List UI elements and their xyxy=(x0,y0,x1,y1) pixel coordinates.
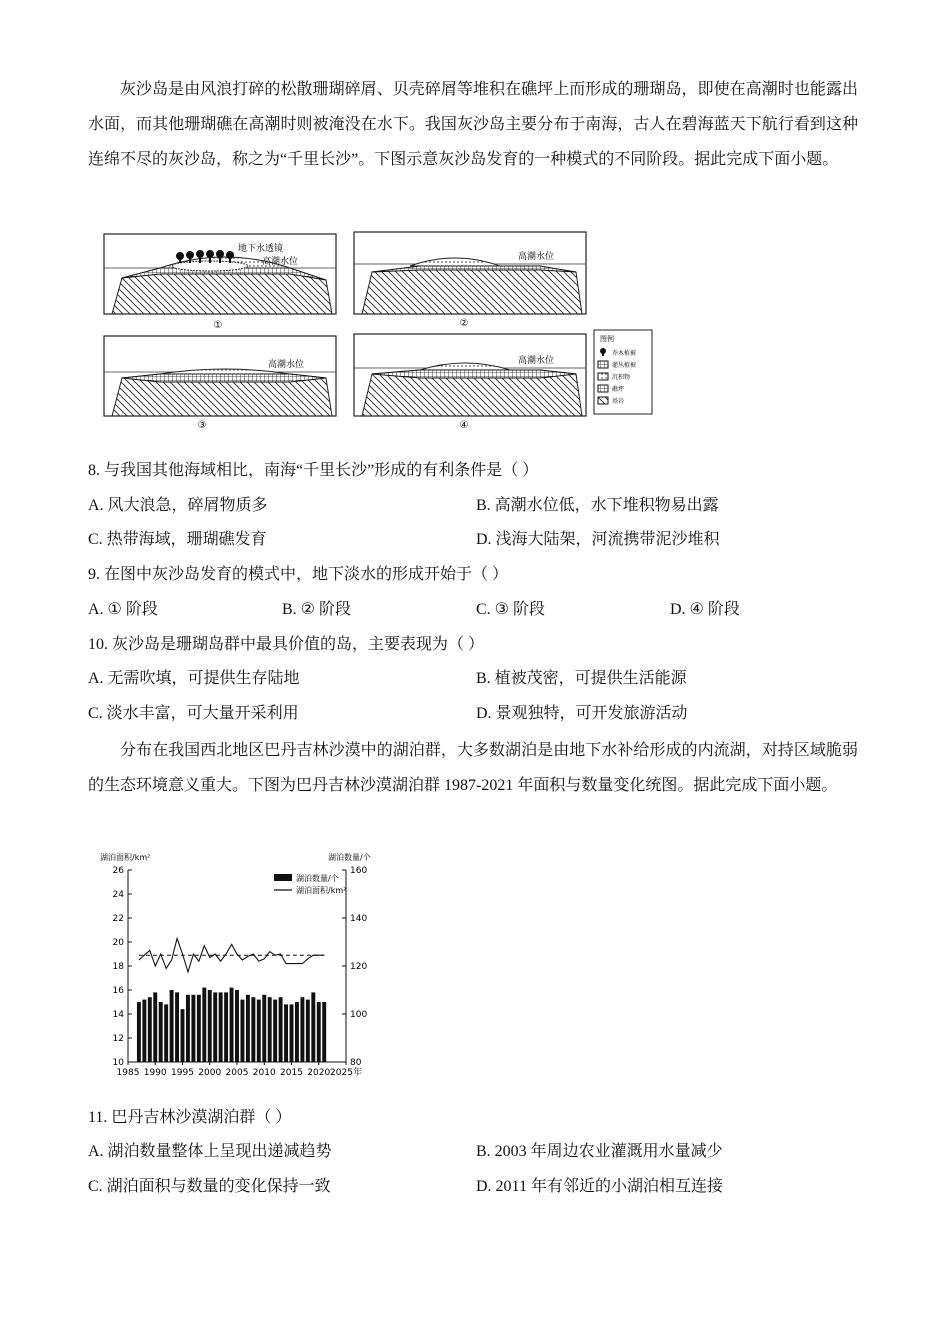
lake-count-bar xyxy=(262,995,266,1062)
passage-coral-island: 灰沙岛是由风浪打碎的松散珊瑚碎屑、贝壳碎屑等堆积在礁坪上而形成的珊瑚岛，即使在高潮时也能露出水面，而其他珊瑚礁在高潮时则被淹没在水下。我国灰沙岛主要分布于南海，古人在碧海蓝天下航行看到这种连绵不尽的灰沙岛，称之为“千里长沙”。下图示意灰沙岛发育的一种模式的不同阶段。据此完成下面小题。 xyxy=(88,81,858,168)
lake-count-bar xyxy=(317,1002,321,1062)
lake-chart xyxy=(96,848,396,1084)
panel-label-3: ③ xyxy=(197,420,207,431)
lake-count-bar xyxy=(153,992,157,1062)
label-high-tide-3: 高潮水位 xyxy=(268,360,305,370)
label-lens: 地下水透镜 xyxy=(238,244,284,254)
lake-count-bar xyxy=(230,988,234,1062)
left-tick-label: 16 xyxy=(112,986,124,996)
x-tick-label: 2015 xyxy=(280,1068,303,1078)
q8-option-c[interactable]: C. 热带海域，珊瑚礁发育 xyxy=(88,531,267,548)
q8-option-d[interactable]: D. 浅海大陆架，河流携带泥沙堆积 xyxy=(476,531,720,548)
q11-option-a[interactable]: A. 湖泊数量整体上呈现出递减趋势 xyxy=(88,1143,332,1160)
panel-label-1: ① xyxy=(213,320,223,331)
passage-badain-jaran: 分布在我国西北地区巴丹吉林沙漠中的湖泊群，大多数湖泊是由地下水补给形成的内流湖，对持区域脆弱的生态环境意义重大。下图为巴丹吉林沙漠湖泊群 1987-2021 年面积与数量变化统图。据此完成下面小题。 xyxy=(88,742,858,794)
question-10-stem: 10. 灰沙岛是珊瑚岛群中最具价值的岛，主要表现为（ ） xyxy=(88,636,485,653)
lake-count-bar xyxy=(306,1000,310,1062)
lake-count-bar xyxy=(279,997,283,1062)
lake-count-bar xyxy=(295,1002,299,1062)
q11-option-d[interactable]: D. 2011 年有邻近的小湖泊相互连接 xyxy=(476,1178,723,1195)
x-tick-label: 1985 xyxy=(116,1068,140,1078)
legend-item-reef: 礁坪 xyxy=(612,386,625,393)
lake-count-bar xyxy=(224,992,228,1062)
lake-count-bar xyxy=(268,997,272,1062)
x-tick-label: 2020 xyxy=(307,1068,331,1078)
x-tick-label: 2025年 xyxy=(330,1068,362,1078)
lake-count-bar xyxy=(202,988,206,1062)
left-tick-label: 12 xyxy=(112,1034,124,1044)
lake-count-bar xyxy=(235,990,239,1062)
x-tick-label: 1995 xyxy=(171,1068,194,1078)
legend-item-sediment: 沉积物 xyxy=(612,374,631,381)
lake-count-bar xyxy=(191,995,195,1062)
lake-count-bar xyxy=(257,1000,261,1062)
lake-count-bar xyxy=(290,1004,294,1062)
left-tick-label: 24 xyxy=(112,890,124,900)
lake-count-bar xyxy=(137,1002,141,1062)
panel-label-4: ④ xyxy=(459,420,469,431)
panel-label-2: ② xyxy=(459,318,469,329)
stage-3-panel xyxy=(104,336,336,431)
right-axis-label: 湖泊数量/个 xyxy=(328,853,371,862)
left-tick-label: 18 xyxy=(112,962,124,972)
label-high-tide-4: 高潮水位 xyxy=(518,356,555,366)
left-axis-label: 湖泊面积/km² xyxy=(100,853,151,862)
q9-option-c[interactable]: C. ③ 阶段 xyxy=(476,601,546,618)
lake-count-bar xyxy=(148,997,152,1062)
lake-count-bar xyxy=(208,990,212,1062)
lake-count-bar xyxy=(284,1004,288,1062)
figure-legend xyxy=(594,330,652,414)
legend-bar-label: 湖泊数量/个 xyxy=(296,874,339,883)
stage-1-panel xyxy=(104,234,336,331)
lake-count-bar xyxy=(311,992,315,1062)
lake-count-bar xyxy=(186,995,190,1062)
q10-option-b[interactable]: B. 植被茂密，可提供生活能源 xyxy=(476,670,687,687)
label-high-tide-2: 高潮水位 xyxy=(518,252,555,262)
legend-sediment-swatch xyxy=(598,373,608,380)
lake-count-bar xyxy=(246,995,250,1062)
lake-count-bar xyxy=(181,1009,185,1062)
legend-reef-swatch xyxy=(598,385,608,392)
right-tick-label: 80 xyxy=(350,1058,362,1068)
coral-island-figure xyxy=(100,228,670,440)
x-tick-label: 1990 xyxy=(143,1068,167,1078)
right-tick-label: 160 xyxy=(350,866,368,876)
x-tick-label: 2005 xyxy=(225,1068,249,1078)
lake-count-bar xyxy=(159,1002,163,1062)
legend-item-tree: 乔木植被 xyxy=(612,350,637,357)
left-tick-label: 22 xyxy=(112,914,124,924)
q10-option-a[interactable]: A. 无需吹填，可提供生存陆地 xyxy=(88,670,300,687)
left-tick-label: 26 xyxy=(112,866,124,876)
x-tick-label: 2000 xyxy=(198,1068,222,1078)
right-tick-label: 120 xyxy=(350,962,368,972)
lake-count-bar xyxy=(322,1002,326,1062)
left-tick-label: 14 xyxy=(112,1010,124,1020)
legend-item-shrub: 灌丛植被 xyxy=(612,362,637,369)
question-11-stem: 11. 巴丹吉林沙漠湖泊群（ ） xyxy=(88,1109,292,1126)
q8-option-b[interactable]: B. 高潮水位低，水下堆积物易出露 xyxy=(476,497,719,514)
right-tick-label: 140 xyxy=(350,914,368,924)
q10-option-d[interactable]: D. 景观独特，可开发旅游活动 xyxy=(476,705,688,722)
legend-bar-swatch xyxy=(274,874,292,881)
label-high-tide-1: 高潮水位 xyxy=(262,257,299,267)
left-tick-label: 20 xyxy=(112,938,124,948)
stage-2-panel xyxy=(354,232,586,329)
lake-count-bar xyxy=(251,997,255,1062)
lake-count-bar xyxy=(213,992,217,1062)
lake-count-bar xyxy=(164,1004,168,1062)
q10-option-c[interactable]: C. 淡水丰富，可大量开采利用 xyxy=(88,705,299,722)
q11-option-b[interactable]: B. 2003 年周边农业灌溉用水量减少 xyxy=(476,1143,723,1160)
lake-count-bar xyxy=(219,992,223,1062)
lake-count-bar xyxy=(197,995,201,1062)
legend-line-label: 湖泊面积/km² xyxy=(296,886,347,895)
q9-option-a[interactable]: A. ① 阶段 xyxy=(88,601,158,618)
question-9-stem: 9. 在图中灰沙岛发育的模式中，地下淡水的形成开始于（ ） xyxy=(88,566,509,583)
lake-count-bar xyxy=(273,1000,277,1062)
legend-item-bedrock: 基岩 xyxy=(612,398,625,405)
legend-title: 图例 xyxy=(600,335,614,343)
q11-option-c[interactable]: C. 湖泊面积与数量的变化保持一致 xyxy=(88,1178,331,1195)
lake-count-bar xyxy=(142,1000,146,1062)
lake-count-bar xyxy=(175,992,179,1062)
q9-option-d[interactable]: D. ④ 阶段 xyxy=(670,601,740,618)
left-tick-label: 10 xyxy=(112,1058,124,1068)
stage-4-panel xyxy=(354,334,586,431)
lake-count-bar xyxy=(300,997,304,1062)
question-8-stem: 8. 与我国其他海域相比，南海“千里长沙”形成的有利条件是（ ） xyxy=(88,462,539,479)
legend-bedrock-swatch xyxy=(598,397,608,404)
legend-shrub-swatch xyxy=(598,361,608,368)
right-tick-label: 100 xyxy=(350,1010,368,1020)
x-tick-label: 2010 xyxy=(252,1068,276,1078)
q8-option-a[interactable]: A. 风大浪急，碎屑物质多 xyxy=(88,497,268,514)
lake-count-bar xyxy=(240,1000,244,1062)
q9-option-b[interactable]: B. ② 阶段 xyxy=(282,601,352,618)
lake-count-bar xyxy=(170,990,174,1062)
